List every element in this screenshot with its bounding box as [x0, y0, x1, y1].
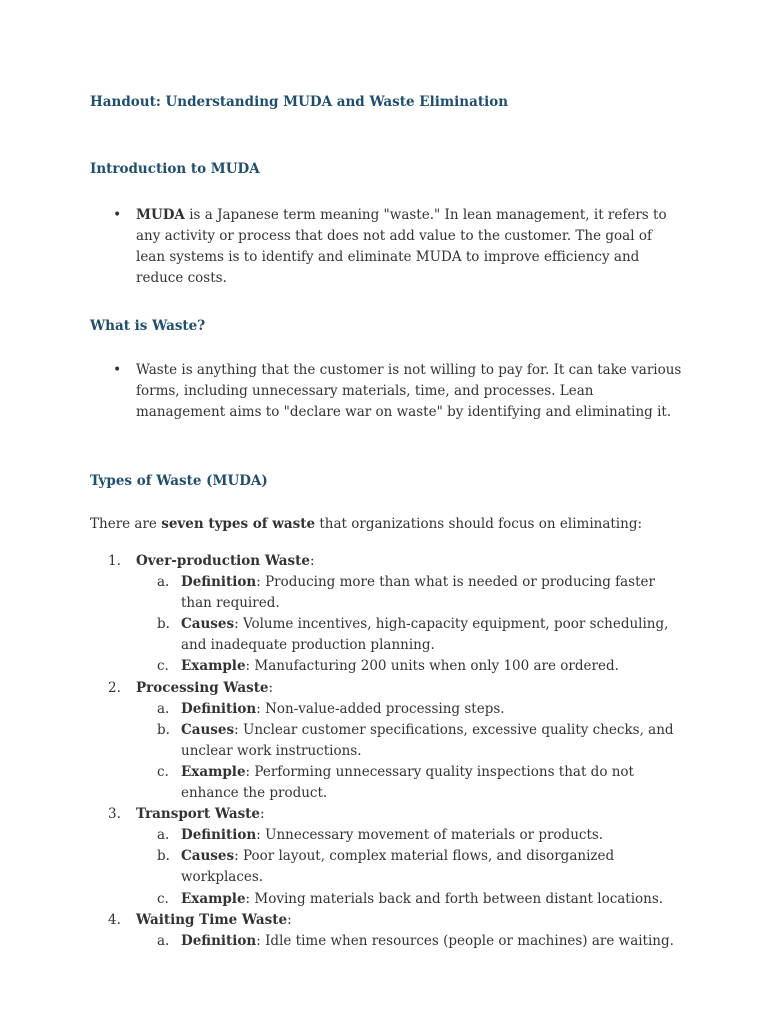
list-number: 4.	[108, 911, 121, 928]
section-heading-intro: Introduction to MUDA	[90, 161, 260, 177]
subitem-letter: a.	[157, 932, 170, 949]
subitem-letter: b.	[157, 848, 170, 865]
waste-type-title	[136, 910, 684, 931]
subitem-body: : Volume incentives, high-capacity equipment, poor scheduling, and inadequate production planning.	[181, 616, 669, 654]
list-number: 1.	[108, 553, 121, 569]
list-number: 3.	[108, 806, 121, 823]
subitem-label: Definition	[181, 574, 257, 591]
list-subitem	[0, 825, 768, 846]
subitem-body: : Poor layout, complex material flows, and disorganized workplaces.	[181, 848, 615, 886]
list-item-waste-type	[0, 551, 768, 572]
list-subitem	[0, 614, 768, 656]
waste-type-colon: :	[309, 553, 315, 569]
list-item-waste-type	[0, 910, 768, 931]
list-subitem	[0, 572, 768, 614]
waste-type-name: Transport Waste	[136, 806, 260, 823]
subitem-label: Example	[181, 658, 246, 675]
subitem-letter: c.	[157, 890, 169, 907]
bullet-marker: •	[113, 362, 122, 378]
subitem-label: Causes	[181, 721, 235, 738]
section-heading-types: Types of Waste (MUDA)	[90, 473, 268, 489]
lead-suffix: that organizations should focus on eliminating:	[315, 516, 643, 532]
types-intro-paragraph	[90, 514, 642, 535]
what-is-waste-bullet: Waste is anything that the customer is not willing to pay for. It can take various forms, including unnecessary materials, time, and processes. Lean management aims to "declare war on waste" by identifying and eliminating it.	[136, 362, 682, 420]
subitem-body: : Unnecessary movement of materials or products.	[256, 827, 604, 844]
subitem-text	[181, 614, 677, 656]
subitem-text	[181, 762, 677, 804]
list-subitem	[0, 846, 768, 888]
subitem-text	[181, 572, 677, 614]
waste-type-title	[136, 551, 684, 572]
list-subitem	[0, 931, 768, 952]
subitem-letter: b.	[157, 721, 170, 738]
page-title: Handout: Understanding MUDA and Waste Elimination	[90, 94, 509, 110]
subitem-body: : Manufacturing 200 units when only 100 are ordered.	[245, 658, 619, 675]
subitem-label: Causes	[181, 616, 235, 633]
waste-type-title	[136, 804, 684, 825]
subitem-letter: c.	[157, 763, 169, 780]
subitem-letter: a.	[157, 574, 170, 591]
subitem-letter: a.	[157, 700, 170, 717]
list-subitem	[0, 720, 768, 762]
waste-types-list	[0, 551, 768, 952]
list-subitem	[0, 889, 768, 910]
bullet-marker: •	[113, 207, 122, 223]
subitem-body: : Unclear customer specifications, excessive quality checks, and unclear work instructions.	[181, 721, 674, 759]
subitem-label: Example	[181, 763, 246, 780]
list-number: 2.	[108, 679, 121, 696]
list-item-waste-type	[0, 678, 768, 699]
waste-type-colon: :	[287, 911, 292, 928]
subitem-text	[181, 699, 677, 720]
subitem-text	[181, 720, 677, 762]
subitem-text	[181, 846, 677, 888]
section-heading-what-is-waste: What is Waste?	[90, 318, 206, 334]
subitem-letter: c.	[157, 658, 169, 675]
waste-type-name: Over-production Waste	[136, 553, 310, 569]
waste-type-name: Processing Waste	[136, 679, 269, 696]
list-subitem	[0, 699, 768, 720]
subitem-letter: b.	[157, 616, 170, 633]
subitem-text	[181, 825, 677, 846]
subitem-text	[181, 931, 677, 952]
waste-type-colon: :	[268, 679, 274, 696]
subitem-label: Causes	[181, 848, 235, 865]
subitem-text	[181, 889, 677, 910]
subitem-label: Example	[181, 890, 246, 907]
muda-term: MUDA	[136, 207, 185, 223]
waste-type-name: Waiting Time Waste	[136, 911, 288, 928]
subitem-body: : Performing unnecessary quality inspections that do not enhance the product.	[181, 763, 634, 802]
subitem-label: Definition	[181, 700, 257, 717]
subitem-body: : Non-value-added processing steps.	[256, 700, 505, 717]
subitem-text	[181, 656, 677, 677]
lead-prefix: There are	[90, 516, 162, 532]
subitem-label: Definition	[181, 932, 257, 949]
subitem-body: : Producing more than what is needed or producing faster than required.	[181, 574, 655, 612]
waste-type-colon: :	[260, 806, 265, 823]
intro-bullet	[136, 205, 684, 289]
intro-text: is a Japanese term meaning "waste." In lean management, it refers to any activity or process that does not add value to the customer. The goal of lean systems is to identify and eliminate MUDA to improve efficiency and reduce costs.	[136, 207, 667, 286]
subitem-label: Definition	[181, 827, 257, 844]
list-subitem	[0, 762, 768, 804]
lead-bold: seven types of waste	[161, 516, 316, 532]
list-subitem	[0, 656, 768, 677]
waste-type-title	[136, 678, 684, 699]
subitem-body: : Moving materials back and forth between distant locations.	[245, 890, 664, 907]
list-item-waste-type	[0, 804, 768, 825]
subitem-letter: a.	[157, 827, 170, 844]
subitem-body: : Idle time when resources (people or machines) are waiting.	[256, 932, 674, 949]
